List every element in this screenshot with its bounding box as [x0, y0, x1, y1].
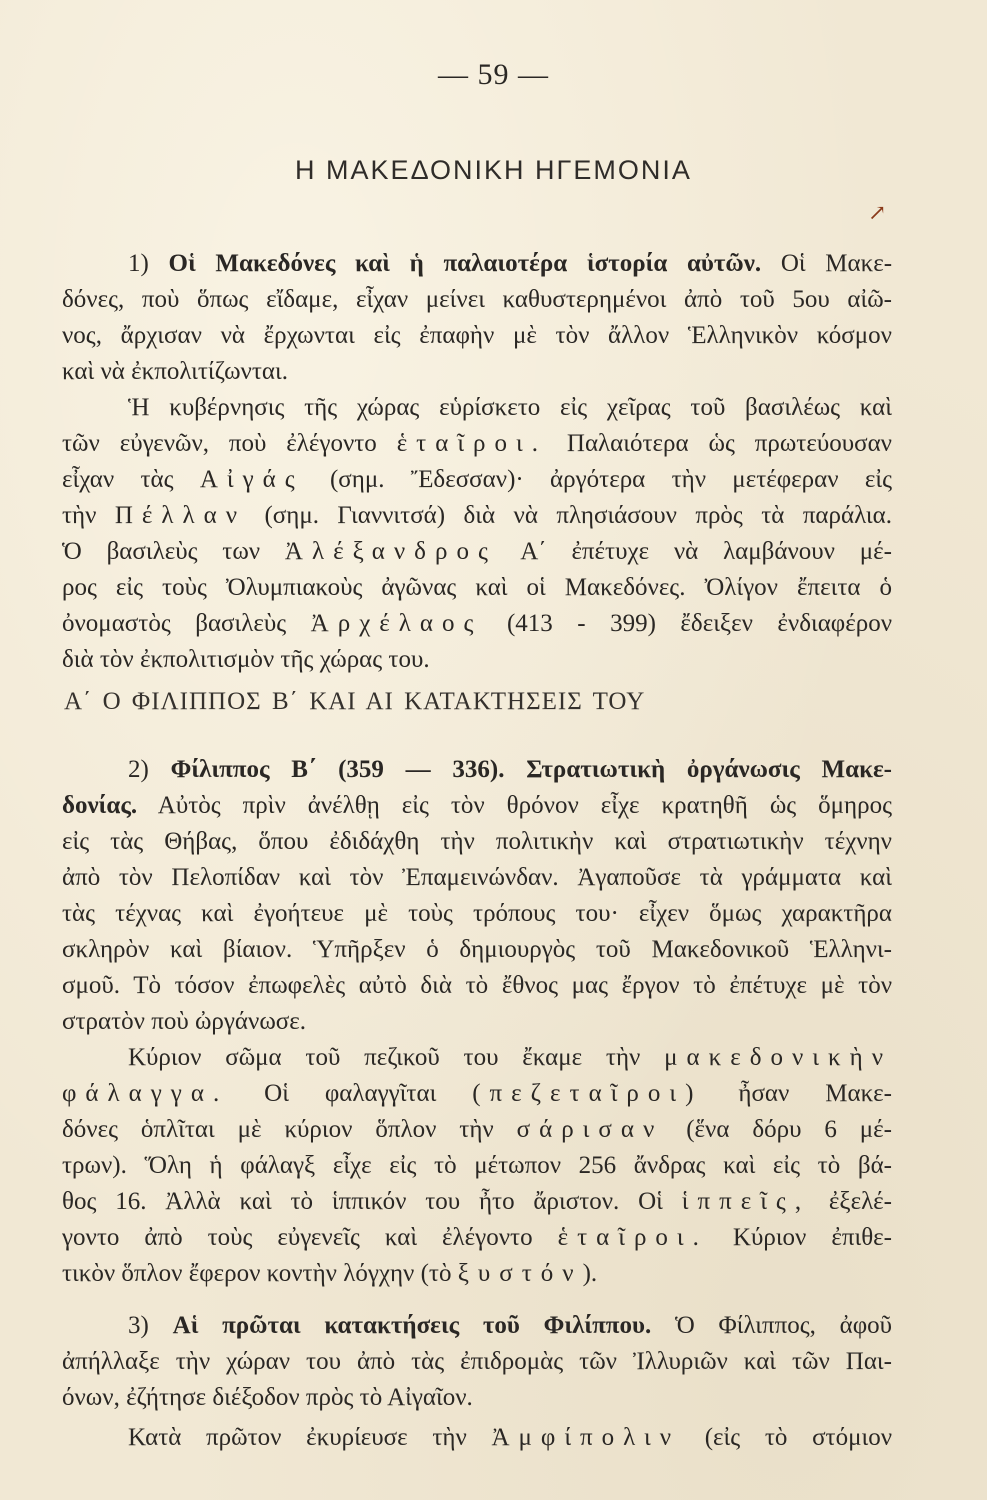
paragraph-3-line-2: [62, 788, 892, 824]
paragraph-4-line-7: [62, 1256, 892, 1292]
paragraph-heading: Αἱ πρῶται κατακτήσεις τοῦ Φιλίππου.: [172, 1312, 652, 1339]
paragraph-2-line-6: ρος εἰς τοὺς Ὀλυμπιακοὺς ἀγῶνας καὶ οἱ Μακεδόνες. Ὀλίγον ἔπειτα ὁ: [62, 574, 892, 601]
paragraph-3-line-1: [128, 752, 892, 788]
text-run: θος 16. Ἀλλὰ καὶ τὸ ἱππικόν του ἦτο ἄριστον. Οἱ: [62, 1188, 663, 1215]
text-run: (εἰς τὸ στόμιον: [704, 1424, 892, 1451]
paragraph-number: 2): [128, 756, 149, 783]
paragraph-heading: Οἱ Μακεδόνες καὶ ἡ παλαιοτέρα ἱστορία αὐτῶν.: [168, 250, 762, 277]
paragraph-2-line-5: [62, 534, 892, 570]
spaced-term: ἱππεῖς,: [681, 1188, 811, 1215]
spaced-term: σάρισαν: [516, 1116, 664, 1143]
text-run: τῶν εὐγενῶν, ποὺ ἐλέγοντο: [62, 430, 377, 457]
text-run: ἐξελέ-: [828, 1188, 892, 1215]
spaced-term: ἑταῖροι.: [396, 430, 548, 457]
text-run: δόνες ὁπλῖται μὲ κύριον ὅπλον τὴν: [62, 1116, 494, 1143]
paragraph-4-line-3: [62, 1112, 892, 1148]
paragraph-2-line-7: [62, 606, 892, 642]
text-run: (413 - 399) ἔδειξεν ἐνδιαφέρον: [506, 610, 892, 637]
spaced-term: Ἀρχέλαος: [310, 610, 483, 637]
text-run: ).: [582, 1260, 598, 1287]
text-run: Κατὰ πρῶτον ἐκυρίευσε τὴν: [128, 1424, 467, 1451]
paragraph-4-line-2: [62, 1076, 892, 1112]
paragraph-2-line-8: διὰ τὸν ἐκπολιτισμὸν τῆς χώρας του.: [62, 646, 430, 673]
paragraph-3-line-5: τὰς τέχνας καὶ ἐγοήτευε μὲ τοὺς τρόπους του· εἶχεν ὅμως χαρακτῆρα: [62, 900, 892, 927]
paragraph-number: 1): [128, 250, 149, 277]
paragraph-2-line-2: [62, 426, 892, 462]
text-run: Ὁ Φίλιππος, ἀφοῦ: [674, 1312, 892, 1339]
paragraph-1-line-2: δόνες, ποὺ ὅπως εἴδαμε, εἶχαν μείνει καθυστερημένοι ἀπὸ τοῦ 5ου αἰῶ-: [62, 286, 892, 313]
spaced-term: ξυστόν: [457, 1260, 583, 1287]
paragraph-2-line-4: [62, 498, 892, 534]
text-run: τὴν: [62, 502, 97, 529]
text-run: Οἱ φαλαγγῖται: [264, 1080, 437, 1107]
text-run: γοντο ἀπὸ τοὺς εὐγενεῖς καὶ ἐλέγοντο: [62, 1224, 533, 1251]
spaced-term: Ἀλέξανδρος: [284, 538, 497, 565]
section-title: Α΄ Ο ΦΙΛΙΠΠΟΣ Β΄ ΚΑΙ ΑΙ ΚΑΤΑΚΤΗΣΕΙΣ ΤΟΥ: [64, 688, 646, 715]
paragraph-3-line-6: σκληρὸν καὶ βίαιον. Ὑπῆρξεν ὁ δημιουργὸς τοῦ Μακεδονικοῦ Ἑλληνι-: [62, 936, 892, 963]
text-run: Οἱ Μακε-: [780, 250, 892, 277]
paragraph-5-line-2: ἀπήλλαξε τὴν χώραν του ἀπὸ τὰς ἐπιδρομὰς τῶν Ἰλλυριῶν καὶ τῶν Παι-: [62, 1348, 892, 1375]
paragraph-5-line-1: [128, 1308, 892, 1344]
paragraph-6-line-1: [128, 1420, 892, 1456]
page-number: — 59 —: [438, 58, 549, 91]
spaced-term: Πέλλαν: [114, 502, 247, 529]
paragraph-1-line-1: [128, 246, 892, 282]
paragraph-4-line-5: [62, 1184, 892, 1220]
paragraph-2-line-1: Ἡ κυβέρνησις τῆς χώρας εὑρίσκετο εἰς χεῖρας τοῦ βασιλέως καὶ: [128, 394, 892, 421]
text-run: Αὐτὸς πρὶν ἀνέλθῃ εἰς τὸν θρόνον εἶχε κρατηθῆ ὡς ὅμηρος: [157, 792, 892, 819]
spaced-term: Ἀμφίπολιν: [491, 1424, 681, 1451]
text-run: τικὸν ὅπλον ἔφερον κοντὴν λόγχην (τὸ: [62, 1260, 452, 1287]
paragraph-3-line-8: στρατὸν ποὺ ὠργάνωσε.: [62, 1008, 307, 1035]
text-run: εἶχαν τὰς: [62, 466, 174, 493]
paragraph-1-line-3: νος, ἄρχισαν νὰ ἔρχωνται εἰς ἐπαφὴν μὲ τὸν ἄλλον Ἑλληνικὸν κόσμον: [62, 322, 892, 349]
text-run: Κύριον ἐπιθε-: [732, 1224, 892, 1251]
paragraph-4-line-6: [62, 1220, 892, 1256]
paragraph-number: 3): [128, 1312, 149, 1339]
paragraph-2-line-3: [62, 462, 892, 498]
paragraph-4-line-1: [128, 1040, 892, 1076]
paragraph-heading-cont: δονίας.: [62, 792, 138, 819]
text-run: (σημ. Ἔδεσσαν)· ἀργότερα τὴν μετέφεραν εἰς: [329, 466, 892, 493]
text-run: (σημ. Γιαννιτσά) διὰ νὰ πλησιάσουν πρὸς τὰ παράλια.: [264, 502, 892, 529]
text-run: Παλαιότερα ὡς πρωτεύουσαν: [566, 430, 892, 457]
paragraph-3-line-7: σμοῦ. Τὸ τόσον ἐπωφελὲς αὐτὸ διὰ τὸ ἔθνος μας ἔργον τὸ ἐπέτυχε μὲ τὸν: [62, 972, 892, 999]
paragraph-heading: Φίλιππος Β΄ (359 — 336). Στρατιωτικὴ ὀργάνωσις Μακε-: [170, 756, 892, 783]
paragraph-3-line-3: εἰς τὰς Θήβας, ὅπου ἐδιδάχθη τὴν πολιτικὴν καὶ στρατιωτικὴν τέχνην: [62, 828, 892, 855]
paragraph-3-line-4: ἀπὸ τὸν Πελοπίδαν καὶ τὸν Ἐπαμεινώνδαν. Ἀγαποῦσε τὰ γράμματα καὶ: [62, 864, 892, 891]
spaced-term: (πεζεταῖροι): [472, 1080, 703, 1107]
text-run: ἦσαν Μακε-: [738, 1080, 892, 1107]
spaced-term: φάλαγγα.: [62, 1080, 229, 1107]
chapter-title: Η ΜΑΚΕΔΟΝΙΚΗ ΗΓΕΜΟΝΙΑ: [295, 155, 692, 185]
text-run: Α΄ ἐπέτυχε νὰ λαμβάνουν μέ-: [520, 538, 892, 565]
paragraph-5-line-3: όνων, ἐζήτησε διέξοδον πρὸς τὸ Αἰγαῖον.: [62, 1384, 473, 1411]
paragraph-4-line-4: τρων). Ὅλη ἡ φάλαγξ εἶχε εἰς τὸ μέτωπον 256 ἄνδρας καὶ εἰς τὸ βά-: [62, 1152, 892, 1179]
margin-mark: ↗: [868, 200, 887, 225]
paragraph-1-line-4: καὶ νὰ ἐκπολιτίζωνται.: [62, 358, 288, 385]
spaced-term: Αἰγάς: [199, 466, 304, 493]
text-run: Ὁ βασιλεὺς των: [62, 538, 261, 565]
spaced-term: μακεδονικὴν: [664, 1044, 892, 1071]
text-run: ὀνομαστὸς βασιλεὺς: [62, 610, 287, 637]
text-run: Κύριον σῶμα τοῦ πεζικοῦ του ἔκαμε τὴν: [128, 1044, 641, 1071]
text-run: (ἕνα δόρυ 6 μέ-: [686, 1116, 892, 1143]
spaced-term: ἑταῖροι.: [557, 1224, 708, 1251]
